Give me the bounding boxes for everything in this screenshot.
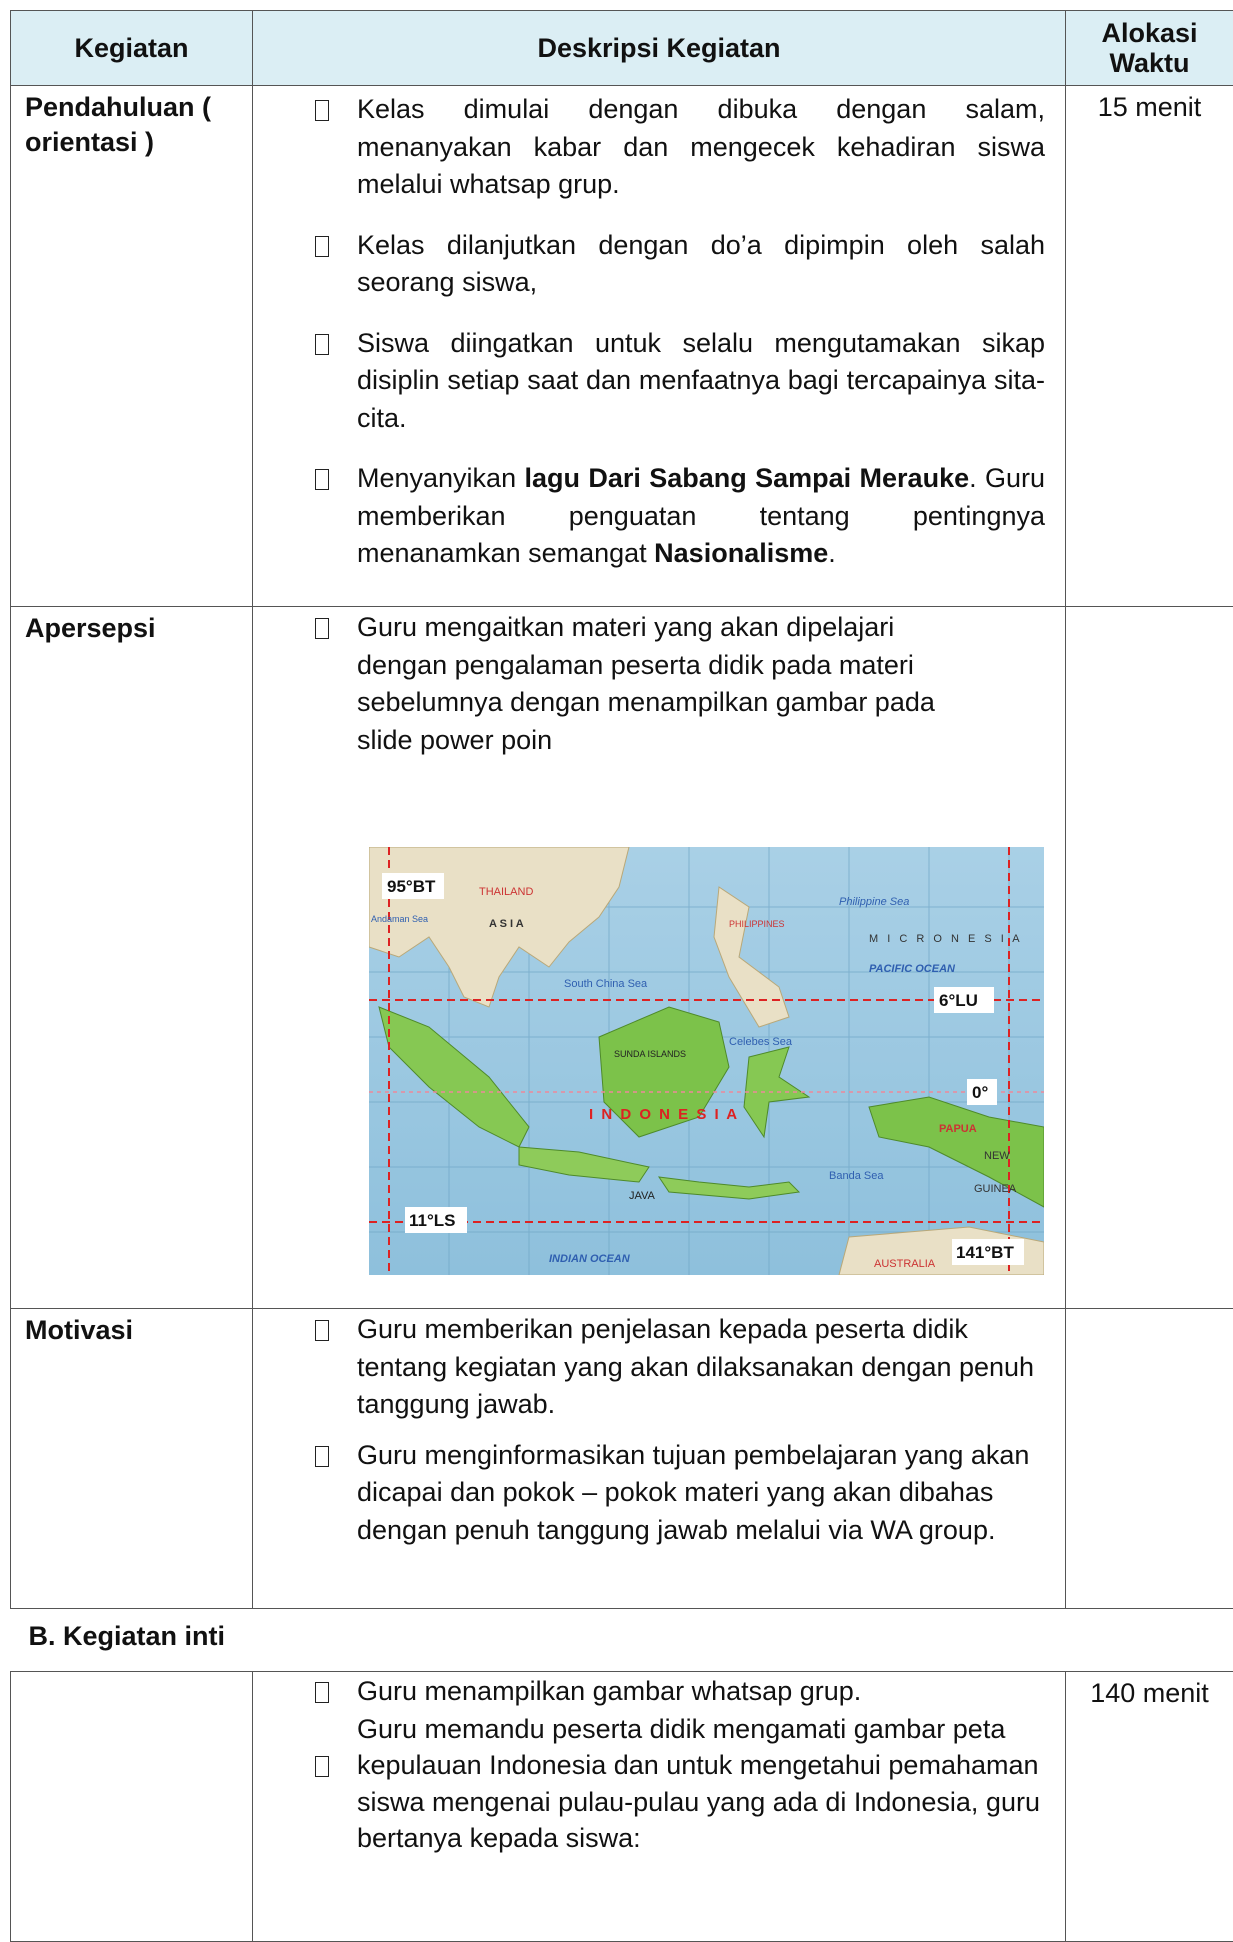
svg-text:Andaman Sea: Andaman Sea: [371, 914, 428, 924]
label-141bt: 141°BT: [956, 1243, 1014, 1262]
svg-text:Celebes Sea: Celebes Sea: [729, 1036, 793, 1048]
checkbox-bullet-icon: [315, 1320, 329, 1341]
header-kegiatan: Kegiatan: [11, 11, 253, 86]
section-b-title: B. Kegiatan inti: [11, 1609, 1233, 1672]
checkbox-bullet-icon: [315, 236, 329, 257]
motivasi-description: [253, 1309, 1066, 1609]
pendahuluan-title: Pendahuluan ( orientasi ): [11, 86, 253, 607]
svg-text:South China Sea: South China Sea: [564, 978, 648, 990]
lesson-plan-table: [10, 10, 1233, 1942]
row-apersepsi: [11, 607, 1233, 1309]
label-0deg: 0°: [972, 1083, 988, 1102]
svg-text:Banda Sea: Banda Sea: [829, 1170, 884, 1182]
svg-text:AUSTRALIA: AUSTRALIA: [874, 1258, 936, 1270]
header-alokasi: [1066, 11, 1233, 86]
svg-text:I N D O N E S I A: I N D O N E S I A: [589, 1106, 739, 1123]
list-item: Guru menampilkan gambar whatsap grup.: [253, 1673, 1045, 1711]
header-alokasi-line1: Alokasi: [1066, 18, 1233, 48]
svg-text:GUINEA: GUINEA: [974, 1183, 1017, 1195]
list-item: Guru menginformasikan tujuan pembelajaran yang akan dicapai dan pokok – pokok materi yang akan dibahas dengan penuh tanggung jawab melalui via WA group.: [253, 1437, 1045, 1550]
motivasi-time: [1066, 1309, 1233, 1609]
svg-text:JAVA: JAVA: [629, 1190, 656, 1202]
svg-text:PACIFIC OCEAN: PACIFIC OCEAN: [869, 963, 956, 975]
apersepsi-description: [253, 607, 1066, 1309]
svg-text:PHILIPPINES: PHILIPPINES: [729, 919, 785, 929]
checkbox-bullet-icon: [315, 1446, 329, 1467]
inti-kegiatan: [11, 1672, 253, 1942]
checkbox-bullet-icon: [315, 1682, 329, 1703]
svg-text:PAPUA: PAPUA: [939, 1123, 977, 1135]
motivasi-title: Motivasi: [11, 1309, 253, 1609]
checkbox-bullet-icon: [315, 1756, 329, 1777]
header-deskripsi: Deskripsi Kegiatan: [253, 11, 1066, 86]
svg-text:THAILAND: THAILAND: [479, 886, 533, 898]
checkbox-bullet-icon: [315, 334, 329, 355]
inti-description: [253, 1672, 1066, 1942]
svg-text:INDIAN OCEAN: INDIAN OCEAN: [549, 1253, 631, 1265]
table-header-row: [11, 11, 1233, 86]
svg-text:NEW: NEW: [984, 1150, 1010, 1162]
list-item: Kelas dimulai dengan dibuka dengan salam, menanyakan kabar dan mengecek kehadiran siswa melalui whatsap grup.: [253, 91, 1045, 204]
list-item: Guru mengaitkan materi yang akan dipelajari dengan pengalaman peserta didik pada materi sebelumnya dengan menampilkan gambar pada slide power poin: [253, 609, 1045, 759]
list-item: Kelas dilanjutkan dengan do’a dipimpin oleh salah seorang siswa,: [253, 227, 1045, 302]
svg-text:M I C R O N E S I A: M I C R O N E S I A: [869, 933, 1023, 945]
row-section-b: [11, 1609, 1233, 1672]
list-item: Guru memandu peserta didik mengamati gambar peta kepulauan Indonesia dan untuk mengetahui pemahaman siswa mengenai pulau-pulau yang ada di Indonesia, guru bertanya kepada siswa:: [253, 1711, 1045, 1857]
list-item: Guru memberikan penjelasan kepada peserta didik tentang kegiatan yang akan dilaksanakan dengan penuh tanggung jawab.: [253, 1311, 1045, 1424]
svg-text:SUNDA ISLANDS: SUNDA ISLANDS: [614, 1049, 686, 1059]
apersepsi-title: Apersepsi: [11, 607, 253, 1309]
pendahuluan-description: [253, 86, 1066, 607]
svg-text:A S I A: A S I A: [489, 918, 524, 930]
apersepsi-time: [1066, 607, 1233, 1309]
checkbox-bullet-icon: [315, 469, 329, 490]
header-alokasi-line2: Waktu: [1066, 48, 1233, 78]
label-95bt: 95°BT: [387, 877, 436, 896]
pendahuluan-time: 15 menit: [1066, 86, 1233, 607]
row-motivasi: [11, 1309, 1233, 1609]
row-pendahuluan: [11, 86, 1233, 607]
label-6lu: 6°LU: [939, 991, 978, 1010]
indonesia-map-image: [369, 847, 1044, 1275]
map-svg: [369, 847, 1044, 1275]
checkbox-bullet-icon: [315, 100, 329, 121]
inti-time: 140 menit: [1066, 1672, 1233, 1942]
row-inti: [11, 1672, 1233, 1942]
svg-text:Philippine Sea: Philippine Sea: [839, 896, 909, 908]
list-item: Siswa diingatkan untuk selalu mengutamakan sikap disiplin setiap saat dan menfaatnya bagi tercapainya sita-cita.: [253, 325, 1045, 438]
list-item: Menyanyikan lagu Dari Sabang Sampai Merauke. Guru memberikan penguatan tentang pentingnya menanamkan semangat Nasionalisme.: [253, 460, 1045, 573]
checkbox-bullet-icon: [315, 618, 329, 639]
label-11ls: 11°LS: [409, 1211, 456, 1230]
